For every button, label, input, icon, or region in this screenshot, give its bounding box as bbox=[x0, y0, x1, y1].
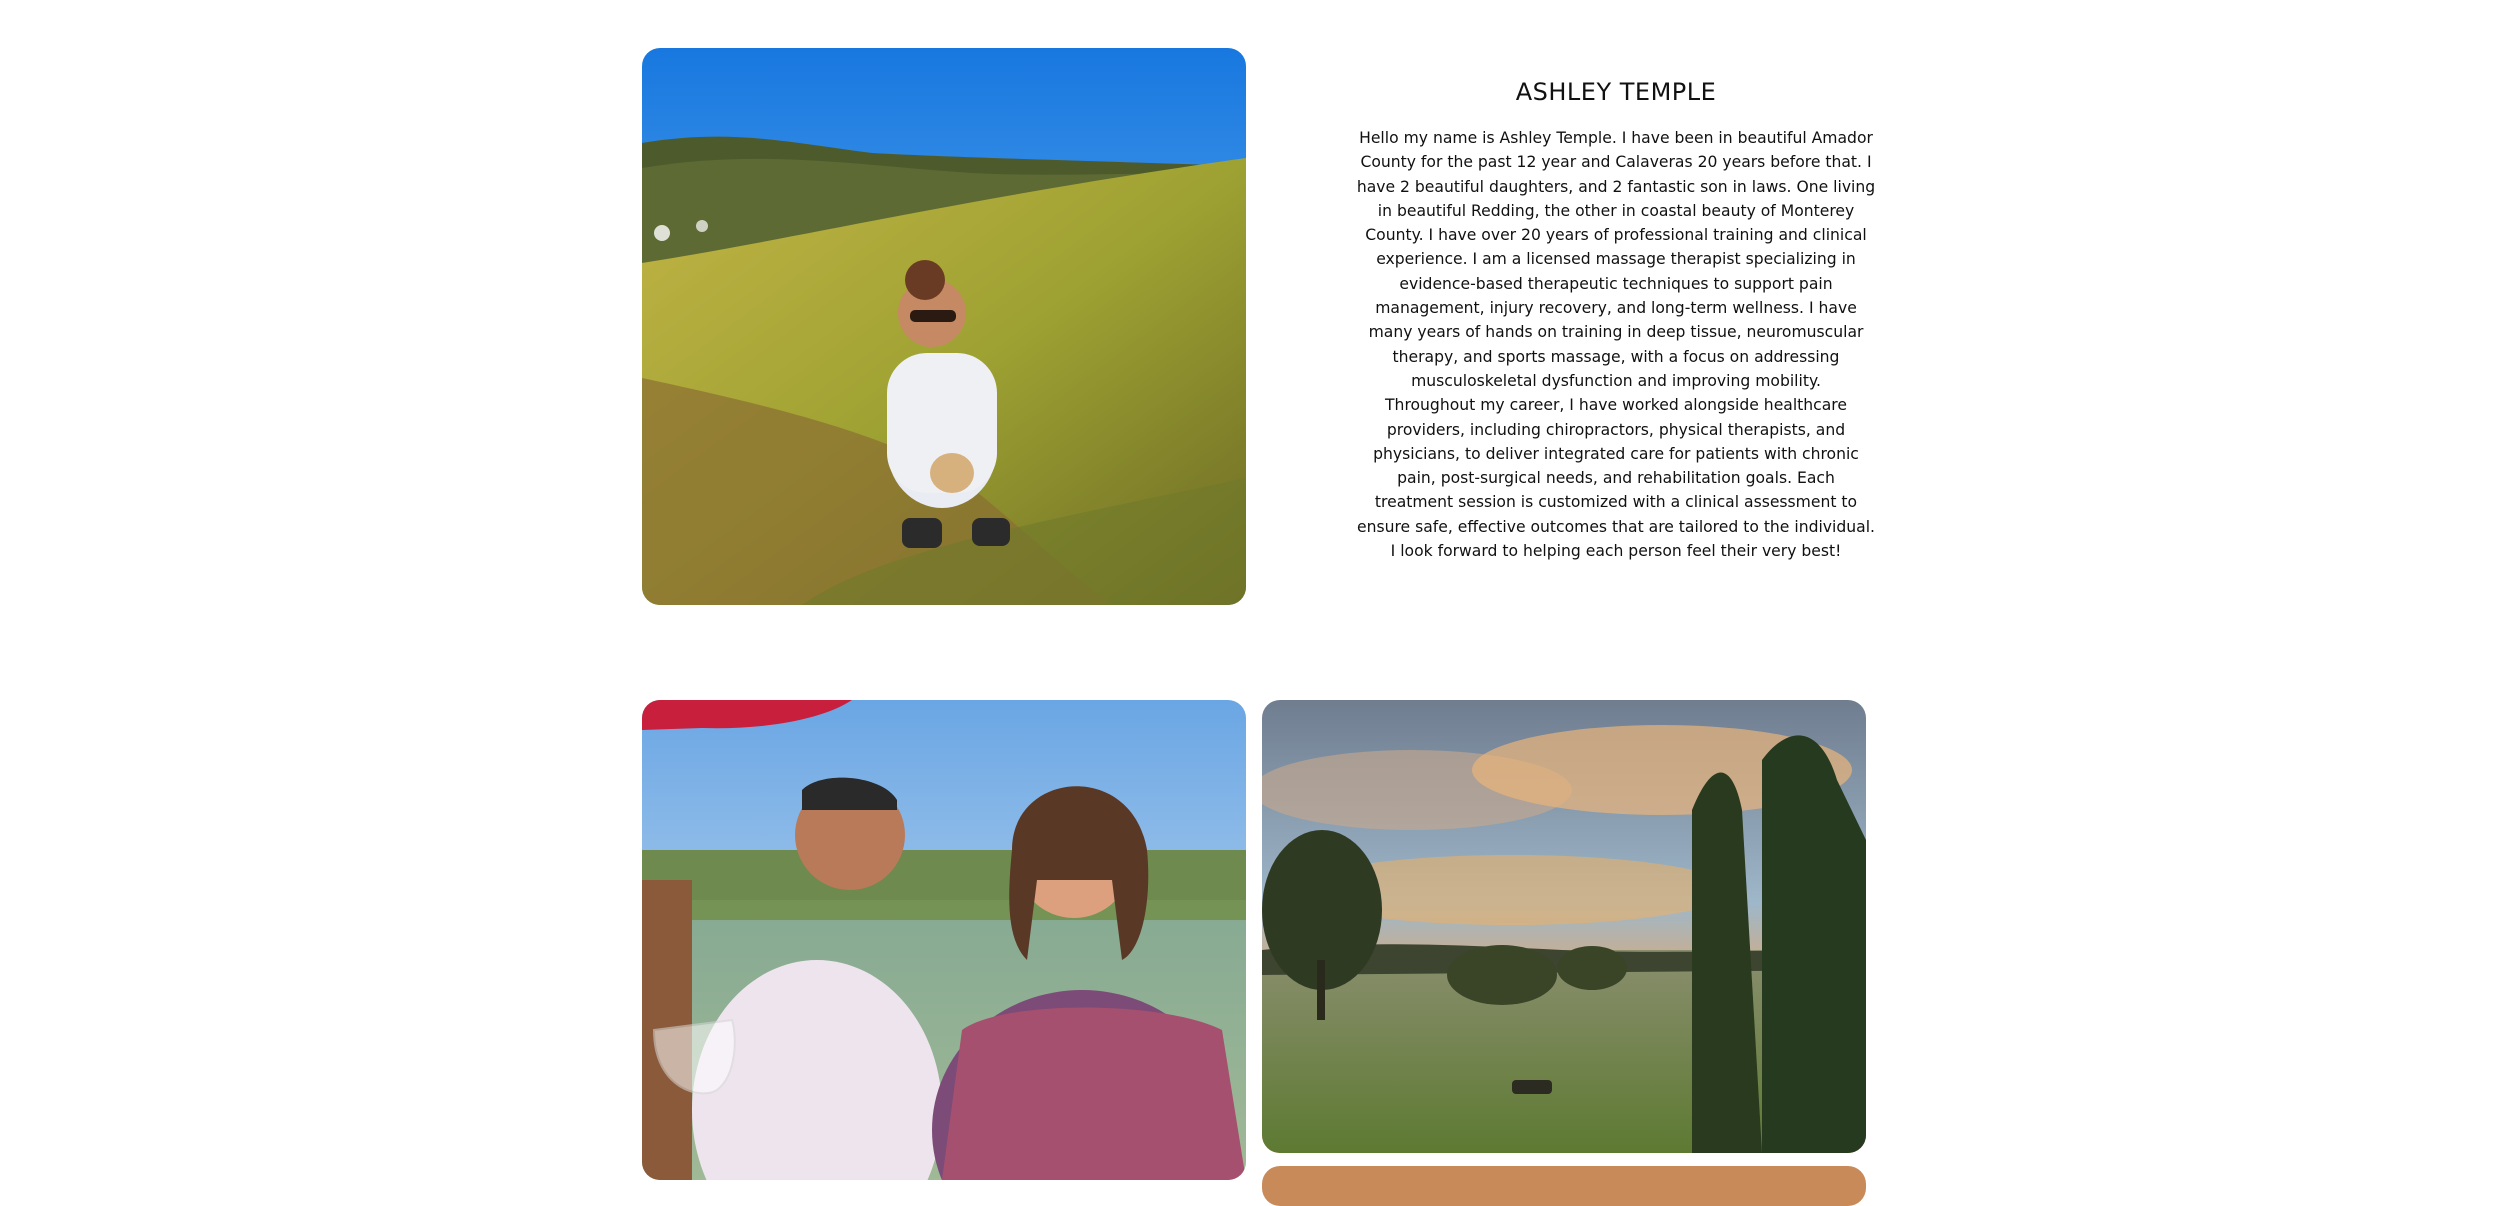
profile-name: ASHLEY TEMPLE bbox=[1515, 78, 1717, 106]
bio-paragraph-2: Throughout my career, I have worked alongside healthcare providers, including chiropractors, physical therapists, and physicians, to deliver integrated care for patients with chronic pain, post-surgical needs, and rehabilitation goals. Each treatment session is customized with a clinical assessment to ensure safe, effective outcomes that are tailored to the individual. bbox=[1356, 396, 1875, 536]
bio-paragraph-3: I look forward to helping each person feel their very best! bbox=[1390, 542, 1842, 561]
sunset-landscape-photo bbox=[1262, 700, 1866, 1153]
couple-photo bbox=[642, 700, 1246, 1180]
next-photo-partial bbox=[1262, 1166, 1866, 1206]
bio-section bbox=[1356, 78, 1876, 563]
bio-paragraph-1: Hello my name is Ashley Temple. I have been in beautiful Amador County for the past 12 year and Calaveras 20 years before that. I have 2 beautiful daughters, and 2 fantastic son in laws. One living in beautiful Redding, the other in coastal beauty of Monterey County. I have over 20 years of professional training and clinical experience. I am a licensed massage therapist specializing in evidence-based therapeutic techniques to support pain management, injury recovery, and long-term wellness. I have many years of hands on training in deep tissue, neuromuscular therapy, and sports massage, with a focus on addressing musculoskeletal dysfunction and improving mobility. bbox=[1356, 129, 1876, 390]
hillside-photo bbox=[642, 48, 1246, 605]
